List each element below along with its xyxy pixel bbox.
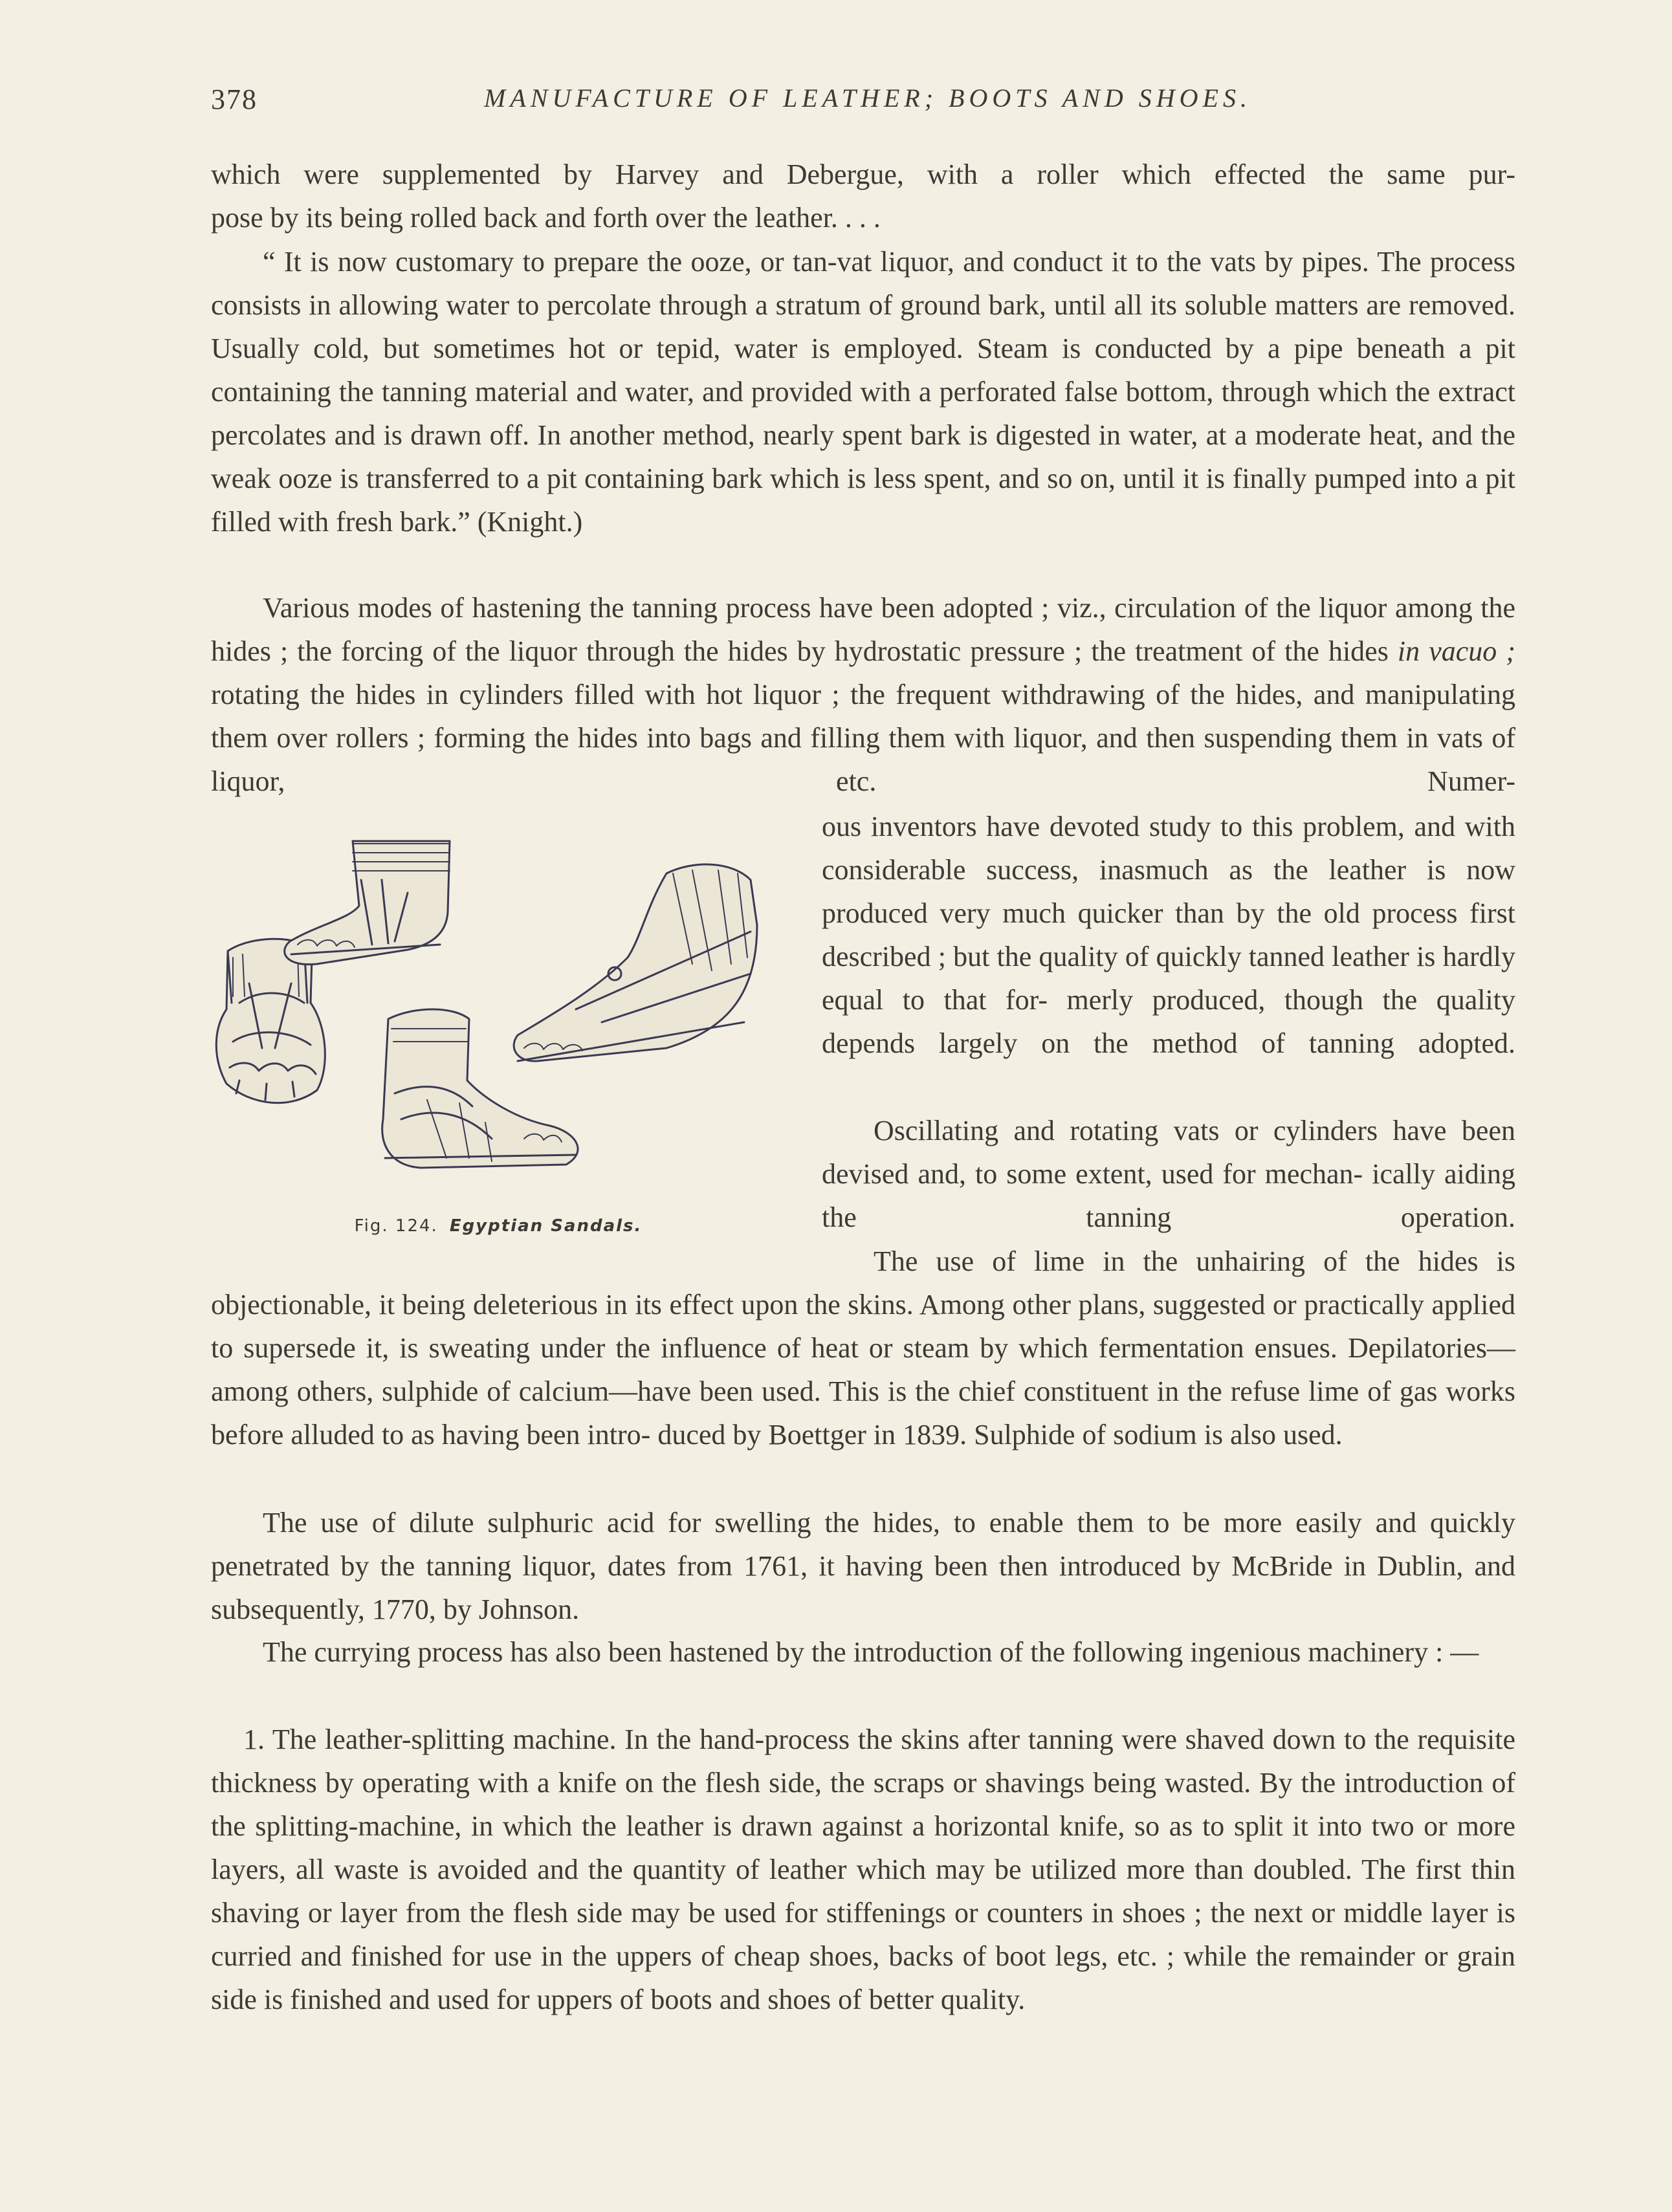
figure-egyptian-sandals bbox=[214, 835, 783, 1249]
latin-phrase: in vacuo ; bbox=[1397, 635, 1515, 667]
paragraph-currying: The currying process has also been hastened by the introduction of the following ingenious machinery : — bbox=[263, 1636, 1479, 1668]
page-header bbox=[211, 83, 1524, 122]
sandal-right bbox=[514, 864, 757, 1061]
paragraph-sulphuric-acid: The use of dilute sulphuric acid for swelling the hides, to enable them to be more easily and quickly penetrated by the tanning liquor, dates from 1761, it having been then introduced by McBride in Dublin, and subsequently, 1770, by Johnson. bbox=[211, 1507, 1515, 1625]
paragraph-lime-start: The use of lime in the unhairing of the hides is bbox=[874, 1245, 1515, 1277]
paragraph-continuation-end: pose by its being rolled back and forth over the leather. . . . bbox=[211, 202, 881, 234]
figure-caption bbox=[214, 1216, 783, 1236]
figure-label: Fig. 124. bbox=[354, 1216, 438, 1236]
paragraph-tanning-modes-part1: Various modes of hastening the tanning process have been adopted ; viz., circulation of the liquor among the hides ; the forcing of the liquor through the hides by hydrostatic pressure ; the treatment of the hides bbox=[211, 592, 1515, 667]
paragraph-lime-continued: objectionable, it being deleterious in its effect upon the skins. Among other plans, suggested or practically applied to supersede it, is sweating under the influence of heat or steam by which fermentation ensues. Depilatories—among others, sulphide of calcium—have been used. This is the chief constituent in the refuse lime of gas works before alluded to as having been intro- duced by Boettger in 1839. Sulphide of sodium is also used. bbox=[211, 1289, 1515, 1451]
paragraph-inventors: ous inventors have devoted study to this problem, and with considerable success, inasmuch as the leather is now produced very much quicker than by the old process first described ; but the quality of quickly tanned leather is hardly equal to that for- merly produced, though the quality depends largely on the method of tanning adopted. bbox=[822, 811, 1515, 1059]
figure-caption-text: Egyptian Sandals. bbox=[449, 1216, 643, 1236]
paragraph-knight-quote: “ It is now customary to prepare the ooze, or tan-vat liquor, and conduct it to the vats by pipes. The process consists in allowing water to percolate through a stratum of ground bark, until all its soluble matters are removed. Usually cold, but sometimes hot or tepid, water is employed. Steam is conducted by a pipe beneath a pit containing the tanning material and water, and provided with a perforated false bottom, through which the extract percolates and is drawn off. In another method, nearly spent bark is digested in water, at a moderate heat, and the weak ooze is transferred to a pit containing bark which is less spent, and so on, until it is finally pumped into a pit filled with fresh bark.” (Knight.) bbox=[211, 246, 1515, 538]
page-number: 378 bbox=[211, 83, 258, 115]
paragraph-oscillating-vats: Oscillating and rotating vats or cylinders have been devised and, to some extent, used for mechan- ically aiding the tanning operation. bbox=[822, 1115, 1515, 1233]
paragraph-tanning-modes-part2: rotating the hides in cylinders filled with hot liquor ; the frequent withdrawing of the hides, and manipulating them over rollers ; forming the hides into bags and filling them with liquor, and then suspending them in vats of liquor, etc. Numer- bbox=[211, 679, 1515, 797]
sandal-top-middle bbox=[285, 841, 450, 965]
sandals-illustration bbox=[214, 835, 783, 1197]
paragraph-splitting-machine: 1. The leather-splitting machine. In the hand-process the skins after tanning were shaved down to the requisite thickness by operating with a knife on the flesh side, the scraps or shavings being wasted. By the introduction of the splitting-machine, in which the leather is drawn against a horizontal knife, so as to split it into two or more layers, all waste is avoided and the quantity of leather which may be utilized more than doubled. The first thin shaving or layer from the flesh side may be used for stiffenings or counters in shoes ; the next or middle layer is curried and finished for use in the uppers of cheap shoes, backs of boot legs, etc. ; while the remainder or grain side is finished and used for uppers of boots and shoes of better quality. bbox=[211, 1724, 1515, 2015]
paragraph-tanning-modes bbox=[211, 586, 1515, 803]
paragraph-continuation-line: which were supplemented by Harvey and Debergue, with a roller which effected the same pur- bbox=[211, 159, 1515, 190]
running-title: MANUFACTURE OF LEATHER; BOOTS AND SHOES. bbox=[484, 83, 1251, 113]
